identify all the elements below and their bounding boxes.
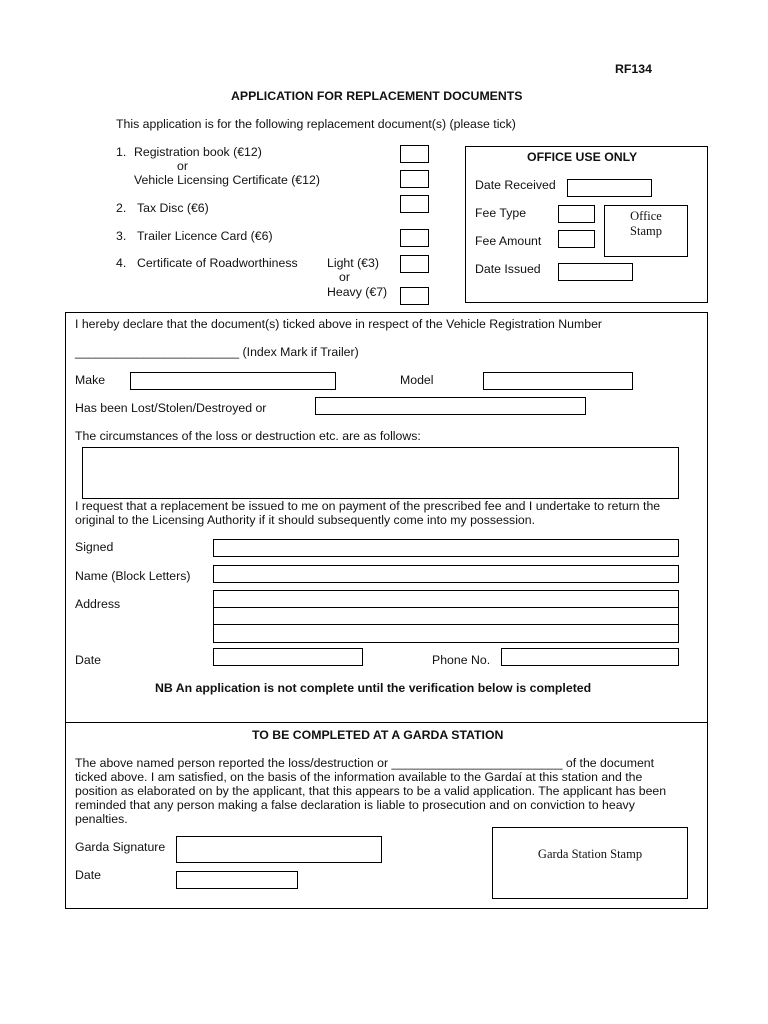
fee-type-field[interactable] [558, 205, 595, 223]
office-stamp-line1: Office [630, 209, 662, 223]
request-line1: I request that a replacement be issued to me on payment of the prescribed fee and I undertake to return the [75, 499, 661, 513]
office-stamp-box [604, 205, 688, 257]
garda-date-field[interactable] [176, 871, 298, 889]
circumstances-label: The circumstances of the loss or destruction etc. are as follows: [75, 429, 421, 443]
form-code: RF134 [615, 62, 652, 76]
address-field[interactable] [213, 590, 679, 643]
date-received-field[interactable] [567, 179, 652, 197]
item1-number: 1. [116, 145, 127, 159]
address-line-divider [214, 624, 678, 625]
date-label: Date [75, 653, 101, 667]
garda-signature-label: Garda Signature [75, 840, 166, 854]
garda-signature-field[interactable] [176, 836, 382, 863]
item4-label: Certificate of Roadworthiness [137, 256, 298, 270]
date-received-label: Date Received [475, 178, 556, 192]
trailer-licence-card-checkbox[interactable] [400, 229, 429, 247]
garda-station-stamp-box [492, 827, 688, 899]
date-field[interactable] [213, 648, 363, 666]
section-divider [65, 722, 708, 723]
item1-alt-label: Vehicle Licensing Certificate (€12) [134, 173, 320, 187]
item4-number: 4. [116, 256, 127, 270]
registration-book-checkbox[interactable] [400, 145, 429, 163]
circumstances-field[interactable] [82, 447, 679, 499]
garda-text-line1: The above named person reported the loss/destruction or _________________________ of the document [75, 756, 655, 770]
item3-label: Trailer Licence Card (€6) [137, 229, 273, 243]
vehicle-licensing-certificate-checkbox[interactable] [400, 170, 429, 188]
date-issued-field[interactable] [558, 263, 633, 281]
address-label: Address [75, 597, 121, 611]
declaration-line1: I hereby declare that the document(s) ticked above in respect of the Vehicle Registration Number [75, 317, 603, 331]
garda-text-line3: position as elaborated on by the applicant, that this appears to be a valid application. The applicant has been [75, 784, 667, 798]
address-line-divider [214, 607, 678, 608]
name-field[interactable] [213, 565, 679, 583]
signed-field[interactable] [213, 539, 679, 557]
garda-text-line5: penalties. [75, 812, 128, 826]
model-field[interactable] [483, 372, 633, 390]
date-issued-label: Date Issued [475, 262, 541, 276]
item4-light-label: Light (€3) [327, 256, 379, 270]
fee-amount-label: Fee Amount [475, 234, 542, 248]
phone-field[interactable] [501, 648, 679, 666]
office-stamp-line2: Stamp [630, 224, 662, 238]
tax-disc-checkbox[interactable] [400, 195, 429, 213]
item4-or: or [339, 270, 350, 284]
lost-label: Has been Lost/Stolen/Destroyed or [75, 401, 267, 415]
make-field[interactable] [130, 372, 336, 390]
garda-section-title: TO BE COMPLETED AT A GARDA STATION [252, 728, 504, 742]
make-label: Make [75, 373, 106, 387]
item3-number: 3. [116, 229, 127, 243]
name-label: Name (Block Letters) [75, 569, 191, 583]
fee-amount-field[interactable] [558, 230, 595, 248]
garda-text-line4: reminded that any person making a false declaration is liable to prosecution and on conviction to heavy [75, 798, 635, 812]
signed-label: Signed [75, 540, 114, 554]
phone-label: Phone No. [432, 653, 491, 667]
request-line2: original to the Licensing Authority if it should subsequently come into my possession. [75, 513, 536, 527]
intro-text: This application is for the following replacement document(s) (please tick) [116, 117, 516, 131]
nb-notice: NB An application is not complete until the verification below is completed [155, 681, 592, 695]
form-title: APPLICATION FOR REPLACEMENT DOCUMENTS [231, 89, 523, 103]
office-use-title: OFFICE USE ONLY [527, 150, 638, 164]
lost-stolen-field[interactable] [315, 397, 586, 415]
garda-text-line2: ticked above. I am satisfied, on the basis of the information available to the Gardaí at this station and the [75, 770, 643, 784]
item1-label: Registration book (€12) [134, 145, 262, 159]
fee-type-label: Fee Type [475, 206, 527, 220]
registration-number-line: ________________________ (Index Mark if Trailer) [75, 345, 359, 359]
garda-station-stamp-label: Garda Station Stamp [537, 847, 643, 861]
item1-or: or [177, 159, 188, 173]
item2-number: 2. [116, 201, 127, 215]
garda-date-label: Date [75, 868, 101, 882]
item2-label: Tax Disc (€6) [137, 201, 209, 215]
model-label: Model [400, 373, 434, 387]
roadworthiness-heavy-checkbox[interactable] [400, 287, 429, 305]
roadworthiness-light-checkbox[interactable] [400, 255, 429, 273]
item4-heavy-label: Heavy (€7) [327, 285, 388, 299]
